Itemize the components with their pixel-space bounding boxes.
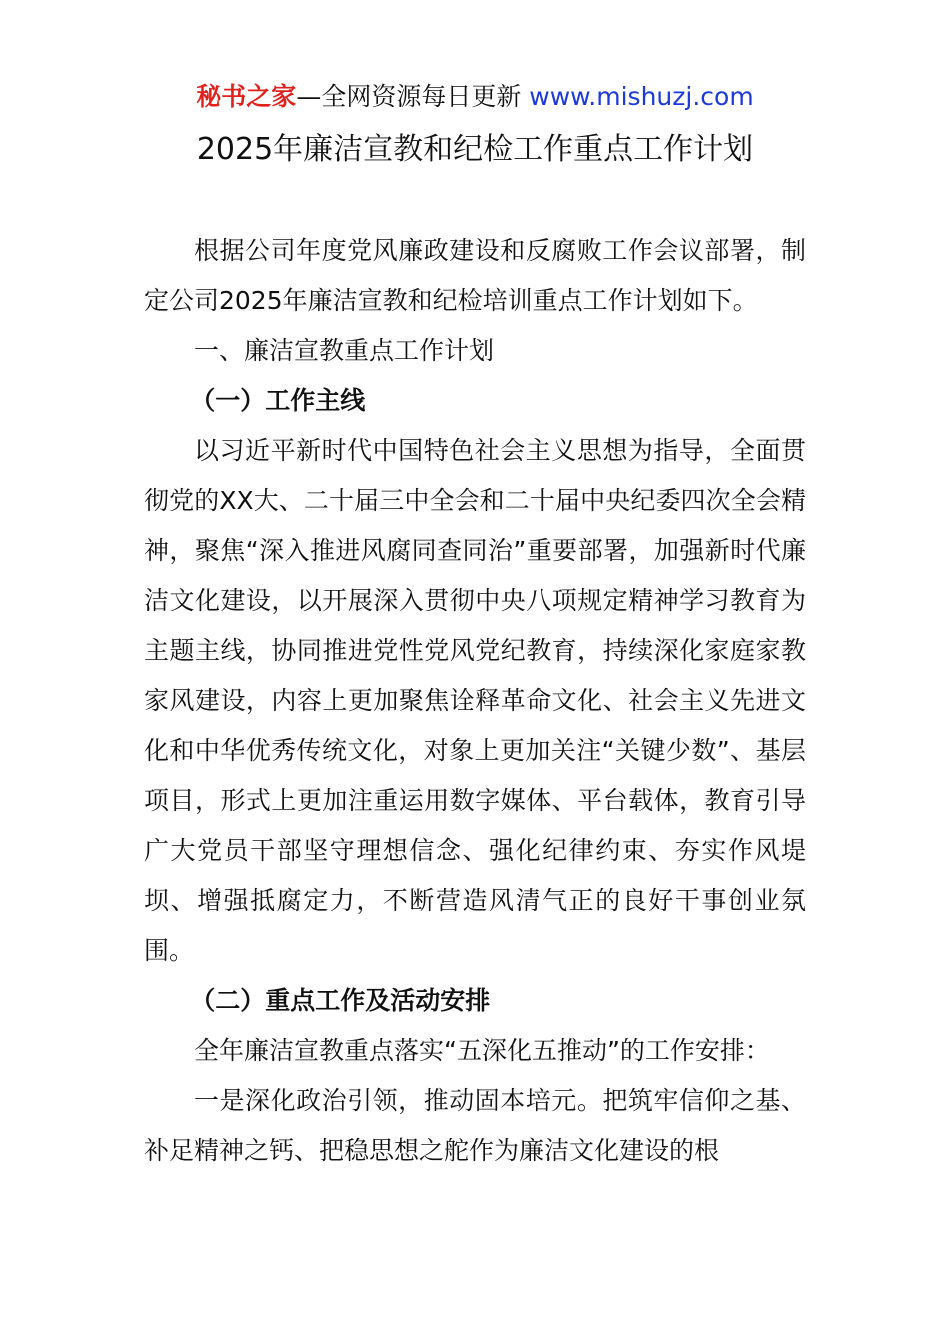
document-title: 2025年廉洁宣教和纪检工作重点工作计划 (196, 132, 754, 167)
site-slogan: —全网资源每日更新 (296, 82, 530, 111)
subsection-2-intro: 全年廉洁宣教重点落实“五深化五推动”的工作安排： (194, 1036, 770, 1065)
subsection-1-heading: （一）工作主线 (190, 386, 366, 415)
subsection-2-item-1: 一是深化政治引领，推动固本培元。把筑牢信仰之基、补足精神之钙、把稳思想之舵作为廉洁文化建设的根 (144, 1086, 806, 1165)
site-url-link[interactable]: www.mishuzj.com (529, 82, 754, 111)
section-1-heading: 一、廉洁宣教重点工作计划 (194, 336, 495, 365)
brand-name: 秘书之家 (196, 82, 297, 111)
subsection-1-paragraph: 以习近平新时代中国特色社会主义思想为指导，全面贯彻党的XX大、二十届三中全会和二十届中央纪委四次全会精神，聚焦“深入推进风腐同查同治”重要部署，加强新时代廉洁文化建设，以开展深入贯彻中央八项规定精神学习教育为主题主线，协同推进党性党风党纪教育，持续深化家庭家教家风建设，内容上更加聚焦诠释革命文化、社会主义先进文化和中华优秀传统文化，对象上更加关注“关键少数”、基层项目，形式上更加注重运用数字媒体、平台载体，教育引导广大党员干部坚守理想信念、强化纪律约束、夯实作风堤坝、增强抵腐定力，不断营造风清气正的良好干事创业氛围。 (144, 436, 806, 965)
intro-paragraph: 根据公司年度党风廉政建设和反腐败工作会议部署，制定公司2025年廉洁宣教和纪检培训重点工作计划如下。 (144, 236, 806, 315)
subsection-2-heading: （二）重点工作及活动安排 (190, 986, 491, 1015)
site-header (0, 80, 950, 114)
document-body (144, 226, 806, 1176)
